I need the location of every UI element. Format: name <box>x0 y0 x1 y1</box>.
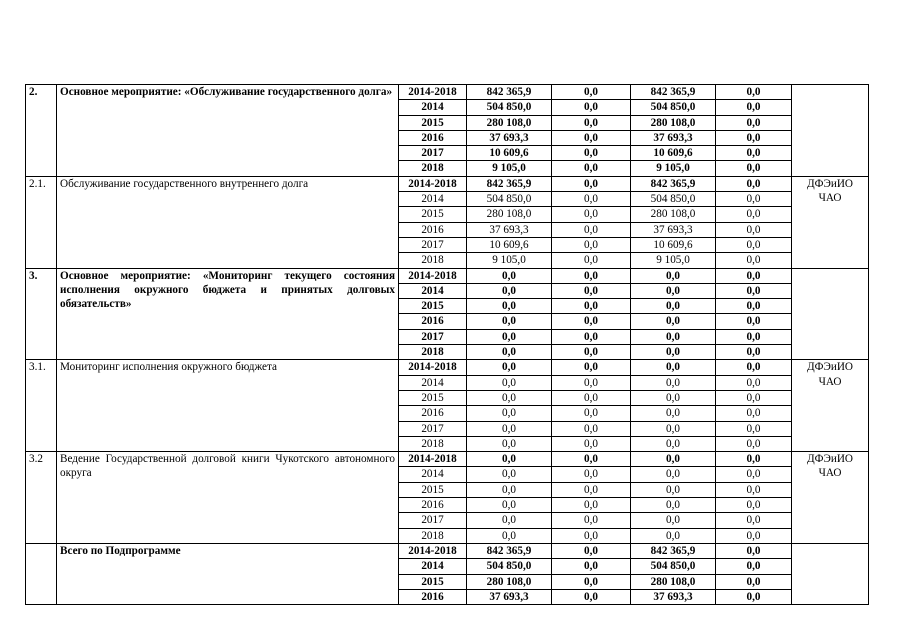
regional-amount-cell: 280 108,0 <box>631 115 716 130</box>
total-amount-cell: 504 850,0 <box>467 192 552 207</box>
regional-amount-cell: 0,0 <box>631 360 716 375</box>
other-amount-cell: 0,0 <box>716 421 792 436</box>
federal-amount-cell: 0,0 <box>552 390 631 405</box>
period-cell: 2014 <box>399 283 467 298</box>
regional-amount-cell: 0,0 <box>631 283 716 298</box>
period-cell: 2014-2018 <box>399 452 467 467</box>
total-amount-cell: 0,0 <box>467 467 552 482</box>
regional-amount-cell: 0,0 <box>631 498 716 513</box>
item-number: 2. <box>26 85 57 177</box>
item-name: Ведение Государственной долговой книги Чукотского автономного округа <box>57 452 399 544</box>
other-amount-cell: 0,0 <box>716 130 792 145</box>
regional-amount-cell: 504 850,0 <box>631 192 716 207</box>
table-row <box>26 452 869 467</box>
item-name: Мониторинг исполнения окружного бюджета <box>57 360 399 452</box>
regional-amount-cell: 0,0 <box>631 436 716 451</box>
table-row <box>26 360 869 375</box>
other-amount-cell: 0,0 <box>716 559 792 574</box>
item-number: 2.1. <box>26 176 57 268</box>
other-amount-cell: 0,0 <box>716 528 792 543</box>
table-row <box>26 176 869 191</box>
item-number: 3.2 <box>26 452 57 544</box>
table-row <box>26 85 869 100</box>
federal-amount-cell: 0,0 <box>552 268 631 283</box>
period-cell: 2014 <box>399 100 467 115</box>
other-amount-cell: 0,0 <box>716 482 792 497</box>
period-cell: 2016 <box>399 222 467 237</box>
total-amount-cell: 37 693,3 <box>467 130 552 145</box>
period-cell: 2015 <box>399 482 467 497</box>
other-amount-cell: 0,0 <box>716 283 792 298</box>
regional-amount-cell: 10 609,6 <box>631 146 716 161</box>
period-cell: 2014-2018 <box>399 85 467 100</box>
regional-amount-cell: 0,0 <box>631 314 716 329</box>
total-amount-cell: 842 365,9 <box>467 543 552 558</box>
total-amount-cell: 0,0 <box>467 498 552 513</box>
other-amount-cell: 0,0 <box>716 513 792 528</box>
other-amount-cell: 0,0 <box>716 176 792 191</box>
regional-amount-cell: 0,0 <box>631 299 716 314</box>
other-amount-cell: 0,0 <box>716 498 792 513</box>
total-amount-cell: 0,0 <box>467 390 552 405</box>
other-amount-cell: 0,0 <box>716 146 792 161</box>
other-amount-cell: 0,0 <box>716 314 792 329</box>
period-cell: 2017 <box>399 421 467 436</box>
total-label: Всего по Подпрограмме <box>57 543 399 604</box>
other-amount-cell: 0,0 <box>716 589 792 604</box>
other-amount-cell: 0,0 <box>716 390 792 405</box>
federal-amount-cell: 0,0 <box>552 436 631 451</box>
total-amount-cell: 280 108,0 <box>467 207 552 222</box>
regional-amount-cell: 0,0 <box>631 513 716 528</box>
federal-amount-cell: 0,0 <box>552 115 631 130</box>
regional-amount-cell: 0,0 <box>631 406 716 421</box>
federal-amount-cell: 0,0 <box>552 283 631 298</box>
total-amount-cell: 0,0 <box>467 283 552 298</box>
other-amount-cell: 0,0 <box>716 207 792 222</box>
period-cell: 2014 <box>399 375 467 390</box>
total-amount-cell: 0,0 <box>467 299 552 314</box>
other-amount-cell: 0,0 <box>716 100 792 115</box>
total-amount-cell: 504 850,0 <box>467 559 552 574</box>
federal-amount-cell: 0,0 <box>552 498 631 513</box>
regional-amount-cell: 0,0 <box>631 452 716 467</box>
item-name: Основное мероприятие: «Мониторинг текущего состояния исполнения окружного бюджета и принятых долговых обязательств» <box>57 268 399 360</box>
federal-amount-cell: 0,0 <box>552 329 631 344</box>
total-amount-cell: 0,0 <box>467 436 552 451</box>
federal-amount-cell: 0,0 <box>552 513 631 528</box>
total-amount-cell: 0,0 <box>467 268 552 283</box>
other-amount-cell: 0,0 <box>716 436 792 451</box>
regional-amount-cell: 9 105,0 <box>631 161 716 176</box>
total-amount-cell: 504 850,0 <box>467 100 552 115</box>
total-amount-cell: 10 609,6 <box>467 146 552 161</box>
federal-amount-cell: 0,0 <box>552 207 631 222</box>
period-cell: 2017 <box>399 329 467 344</box>
other-amount-cell: 0,0 <box>716 192 792 207</box>
executor-cell <box>792 268 869 360</box>
period-cell: 2014 <box>399 467 467 482</box>
period-cell: 2014-2018 <box>399 543 467 558</box>
other-amount-cell: 0,0 <box>716 268 792 283</box>
regional-amount-cell: 0,0 <box>631 268 716 283</box>
other-amount-cell: 0,0 <box>716 543 792 558</box>
period-cell: 2018 <box>399 253 467 268</box>
regional-amount-cell: 10 609,6 <box>631 237 716 252</box>
other-amount-cell: 0,0 <box>716 375 792 390</box>
period-cell: 2014-2018 <box>399 268 467 283</box>
total-amount-cell: 280 108,0 <box>467 115 552 130</box>
period-cell: 2016 <box>399 498 467 513</box>
table-row <box>26 268 869 283</box>
item-name: Обслуживание государственного внутреннего долга <box>57 176 399 268</box>
regional-amount-cell: 280 108,0 <box>631 574 716 589</box>
period-cell: 2018 <box>399 528 467 543</box>
budget-table <box>25 84 869 605</box>
period-cell: 2015 <box>399 574 467 589</box>
total-amount-cell: 37 693,3 <box>467 589 552 604</box>
federal-amount-cell: 0,0 <box>552 345 631 360</box>
federal-amount-cell: 0,0 <box>552 222 631 237</box>
executor-cell <box>792 543 869 604</box>
regional-amount-cell: 9 105,0 <box>631 253 716 268</box>
executor-cell <box>792 85 869 177</box>
federal-amount-cell: 0,0 <box>552 528 631 543</box>
total-amount-cell: 0,0 <box>467 345 552 360</box>
federal-amount-cell: 0,0 <box>552 360 631 375</box>
total-amount-cell: 9 105,0 <box>467 161 552 176</box>
federal-amount-cell: 0,0 <box>552 589 631 604</box>
other-amount-cell: 0,0 <box>716 467 792 482</box>
period-cell: 2014 <box>399 559 467 574</box>
total-amount-cell: 0,0 <box>467 513 552 528</box>
regional-amount-cell: 0,0 <box>631 528 716 543</box>
item-name: Основное мероприятие: «Обслуживание государственного долга» <box>57 85 399 177</box>
federal-amount-cell: 0,0 <box>552 543 631 558</box>
regional-amount-cell: 0,0 <box>631 482 716 497</box>
period-cell: 2017 <box>399 513 467 528</box>
item-number <box>26 543 57 604</box>
total-amount-cell: 0,0 <box>467 329 552 344</box>
other-amount-cell: 0,0 <box>716 253 792 268</box>
total-amount-cell: 0,0 <box>467 314 552 329</box>
regional-amount-cell: 0,0 <box>631 467 716 482</box>
total-amount-cell: 0,0 <box>467 375 552 390</box>
total-amount-cell: 0,0 <box>467 528 552 543</box>
federal-amount-cell: 0,0 <box>552 299 631 314</box>
other-amount-cell: 0,0 <box>716 299 792 314</box>
federal-amount-cell: 0,0 <box>552 314 631 329</box>
regional-amount-cell: 37 693,3 <box>631 130 716 145</box>
period-cell: 2016 <box>399 130 467 145</box>
period-cell: 2014-2018 <box>399 176 467 191</box>
federal-amount-cell: 0,0 <box>552 237 631 252</box>
executor-cell: ДФЭиИО ЧАО <box>792 360 869 452</box>
other-amount-cell: 0,0 <box>716 345 792 360</box>
regional-amount-cell: 0,0 <box>631 390 716 405</box>
federal-amount-cell: 0,0 <box>552 482 631 497</box>
federal-amount-cell: 0,0 <box>552 146 631 161</box>
period-cell: 2015 <box>399 115 467 130</box>
federal-amount-cell: 0,0 <box>552 452 631 467</box>
federal-amount-cell: 0,0 <box>552 253 631 268</box>
other-amount-cell: 0,0 <box>716 452 792 467</box>
period-cell: 2016 <box>399 406 467 421</box>
other-amount-cell: 0,0 <box>716 85 792 100</box>
federal-amount-cell: 0,0 <box>552 559 631 574</box>
total-amount-cell: 842 365,9 <box>467 85 552 100</box>
table-row <box>26 543 869 558</box>
total-amount-cell: 0,0 <box>467 452 552 467</box>
other-amount-cell: 0,0 <box>716 222 792 237</box>
regional-amount-cell: 0,0 <box>631 375 716 390</box>
other-amount-cell: 0,0 <box>716 329 792 344</box>
federal-amount-cell: 0,0 <box>552 375 631 390</box>
other-amount-cell: 0,0 <box>716 161 792 176</box>
table-body <box>26 85 869 605</box>
regional-amount-cell: 0,0 <box>631 329 716 344</box>
federal-amount-cell: 0,0 <box>552 100 631 115</box>
other-amount-cell: 0,0 <box>716 574 792 589</box>
other-amount-cell: 0,0 <box>716 115 792 130</box>
period-cell: 2015 <box>399 299 467 314</box>
federal-amount-cell: 0,0 <box>552 574 631 589</box>
item-number: 3.1. <box>26 360 57 452</box>
total-amount-cell: 9 105,0 <box>467 253 552 268</box>
federal-amount-cell: 0,0 <box>552 161 631 176</box>
period-cell: 2015 <box>399 207 467 222</box>
regional-amount-cell: 842 365,9 <box>631 176 716 191</box>
regional-amount-cell: 842 365,9 <box>631 85 716 100</box>
period-cell: 2015 <box>399 390 467 405</box>
regional-amount-cell: 37 693,3 <box>631 222 716 237</box>
period-cell: 2018 <box>399 345 467 360</box>
total-amount-cell: 842 365,9 <box>467 176 552 191</box>
total-amount-cell: 10 609,6 <box>467 237 552 252</box>
regional-amount-cell: 280 108,0 <box>631 207 716 222</box>
period-cell: 2016 <box>399 589 467 604</box>
total-amount-cell: 0,0 <box>467 482 552 497</box>
regional-amount-cell: 0,0 <box>631 421 716 436</box>
other-amount-cell: 0,0 <box>716 406 792 421</box>
federal-amount-cell: 0,0 <box>552 467 631 482</box>
federal-amount-cell: 0,0 <box>552 192 631 207</box>
other-amount-cell: 0,0 <box>716 360 792 375</box>
executor-cell: ДФЭиИО ЧАО <box>792 452 869 544</box>
other-amount-cell: 0,0 <box>716 237 792 252</box>
total-amount-cell: 37 693,3 <box>467 222 552 237</box>
regional-amount-cell: 504 850,0 <box>631 100 716 115</box>
period-cell: 2017 <box>399 237 467 252</box>
regional-amount-cell: 504 850,0 <box>631 559 716 574</box>
period-cell: 2018 <box>399 161 467 176</box>
period-cell: 2016 <box>399 314 467 329</box>
regional-amount-cell: 0,0 <box>631 345 716 360</box>
total-amount-cell: 0,0 <box>467 421 552 436</box>
period-cell: 2017 <box>399 146 467 161</box>
period-cell: 2014 <box>399 192 467 207</box>
period-cell: 2014-2018 <box>399 360 467 375</box>
federal-amount-cell: 0,0 <box>552 176 631 191</box>
regional-amount-cell: 37 693,3 <box>631 589 716 604</box>
item-number: 3. <box>26 268 57 360</box>
total-amount-cell: 0,0 <box>467 406 552 421</box>
federal-amount-cell: 0,0 <box>552 85 631 100</box>
executor-cell: ДФЭиИО ЧАО <box>792 176 869 268</box>
total-amount-cell: 0,0 <box>467 360 552 375</box>
federal-amount-cell: 0,0 <box>552 421 631 436</box>
total-amount-cell: 280 108,0 <box>467 574 552 589</box>
federal-amount-cell: 0,0 <box>552 406 631 421</box>
regional-amount-cell: 842 365,9 <box>631 543 716 558</box>
period-cell: 2018 <box>399 436 467 451</box>
federal-amount-cell: 0,0 <box>552 130 631 145</box>
